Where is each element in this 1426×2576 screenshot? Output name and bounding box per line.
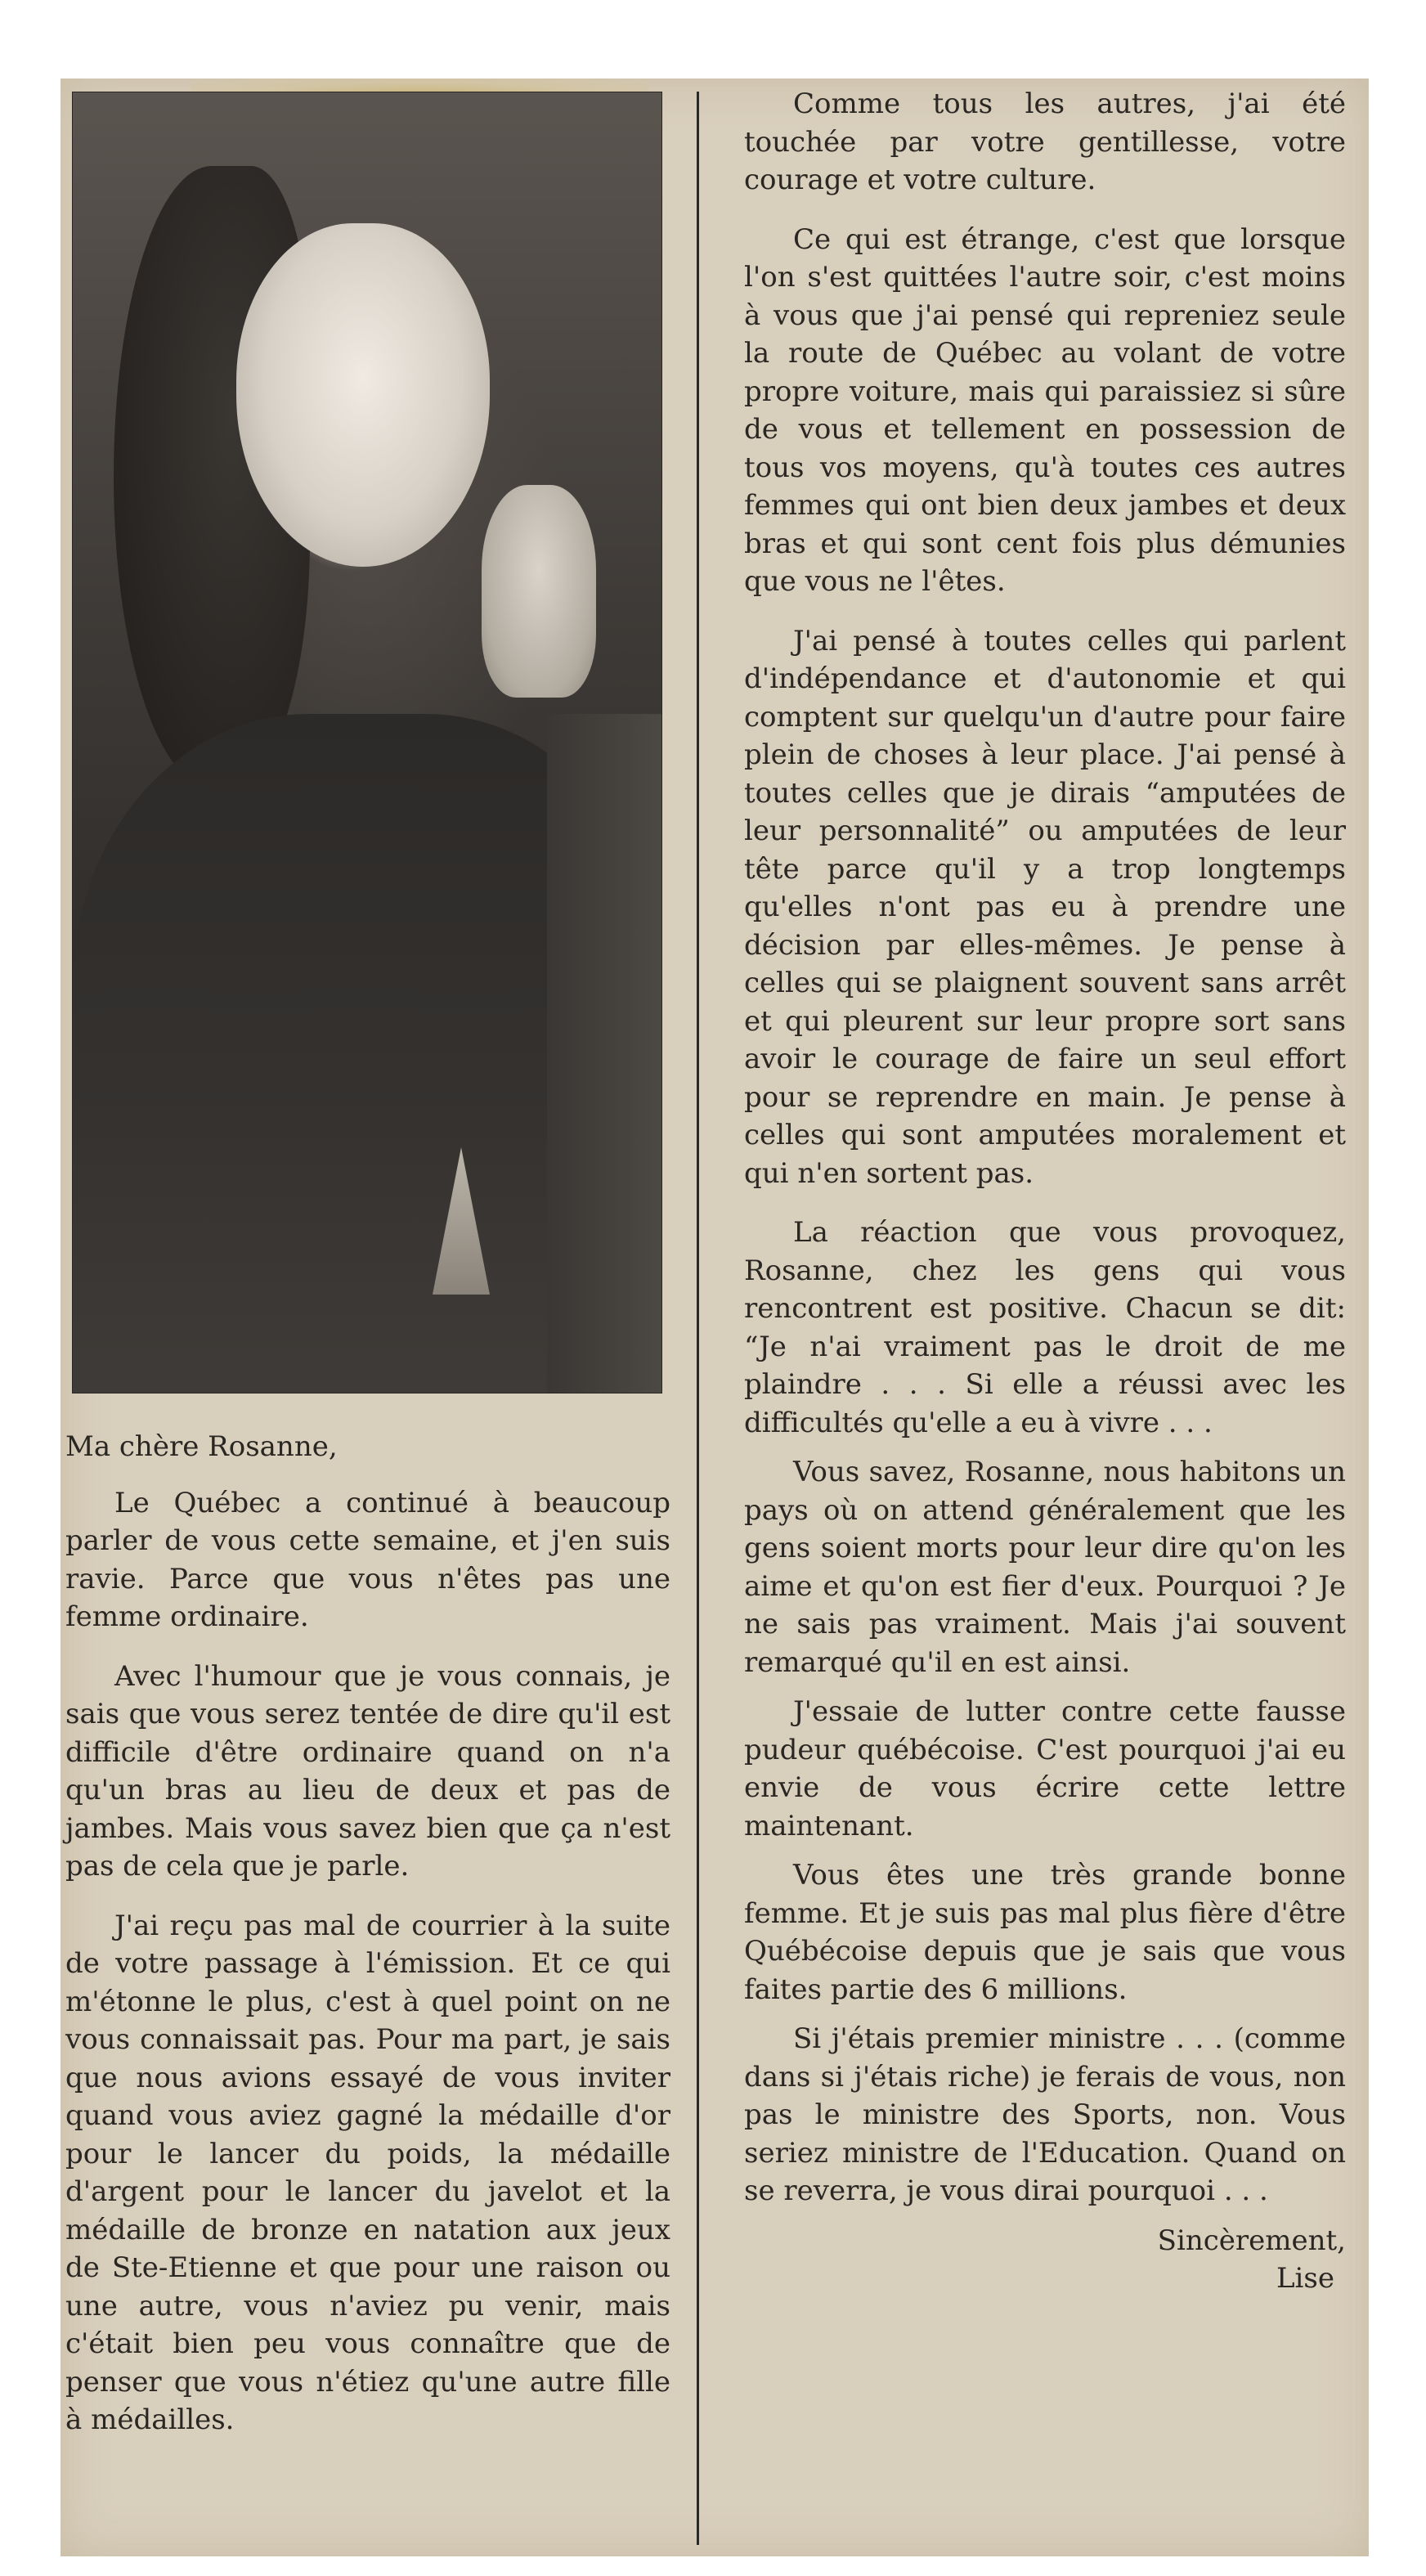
paragraph: La réaction que vous provoquez, Rosanne, chez les gens qui vous rencontrent est positive. Chacun se dit: “Je n'ai vraiment pas le droit de me plaindre . . . Si elle a réussi avec les difficultés qu'elle a eu à vivre . . . (744, 1216, 1346, 1439)
paragraph: Comme tous les autres, j'ai été touchée par votre gentillesse, votre courage et votre culture. (744, 88, 1346, 196)
photo-face (236, 223, 490, 567)
photo-sleeve (547, 714, 661, 1393)
paragraph: Avec l'humour que je vous connais, je sais que vous serez tentée de dire qu'il est difficile d'être ordinaire quand on n'a qu'un bras au lieu de deux et pas de jambes. Mais vous savez bien que ça n'est pas de cela que je parle. (65, 1659, 670, 1883)
paragraph: Si j'étais premier ministre . . . (comme dans si j'étais riche) je ferais de vous, non pas le ministre des Sports, non. Vous seriez ministre de l'Education. Quand on se reverra, je vous dirai pourquoi . . . (744, 2022, 1346, 2207)
salutation: Ma chère Rosanne, (65, 1430, 338, 1463)
paragraph: Ce qui est étrange, c'est que lorsque l'on s'est quittées l'autre soir, c'est moins à vous que j'ai pensé qui repreniez seule la route de Québec au volant de votre propre voiture, mais qui paraissiez si sûre de vous et tellement en possession de tous vos moyens, qu'à toutes ces autres femmes qui ont bien deux jambes et deux bras et qui sont cent fois plus démunies que vous ne l'êtes. (744, 222, 1346, 598)
paragraph: J'essaie de lutter contre cette fausse pudeur québécoise. C'est pourquoi j'ai eu envie de vous écrire cette lettre maintenant. (744, 1695, 1346, 1842)
newspaper-clipping (61, 79, 1369, 2556)
letter-right-column (744, 85, 1346, 2298)
portrait-photo (72, 92, 662, 1393)
closing: Sincèrement, (1157, 2224, 1346, 2257)
paragraph: Le Québec a continué à beaucoup parler de vous cette semaine, et j'en suis ravie. Parce que vous n'êtes pas une femme ordinaire. (65, 1486, 670, 1633)
column-divider (697, 92, 699, 2545)
paragraph: J'ai pensé à toutes celles qui parlent d'indépendance et d'autonomie et qui comptent sur quelqu'un d'autre pour faire plein de choses à leur place. J'ai pensé à toutes celles que je dirais “amputées de leur personnalité” ou amputées de leur tête parce qu'il y a trop longtemps qu'elles n'ont pas eu à prendre une décision par elles-mêmes. Je pense à celles qui se plaignent souvent sans arrêt et qui pleurent sur leur propre sort sans avoir le courage de faire un seul effort pour se reprendre en main. Je pense à celles qui sont amputées moralement et qui n'en sortent pas. (744, 624, 1346, 1190)
photo-hand (482, 485, 596, 698)
paragraph: Vous êtes une très grande bonne femme. Et je suis pas mal plus fière d'être Québécoise depuis que je sais que vous faites partie des 6 millions. (744, 1859, 1346, 2006)
paragraph: Vous savez, Rosanne, nous habitons un pays où on attend généralement que les gens soient morts pour leur dire qu'on les aime et qu'on est fier d'eux. Pourquoi ? Je ne sais pas vraiment. Mais j'ai souvent remarqué qu'il en est ainsi. (744, 1456, 1346, 1679)
paragraph: J'ai reçu pas mal de courrier à la suite de votre passage à l'émission. Et ce qui m'étonne le plus, c'est à quel point on ne vous connaissait pas. Pour ma part, je sais que nous avions essayé de vous inviter quand vous aviez gagné la médaille d'or pour le lancer du poids, la médaille d'argent pour le lancer du javelot et la médaille de bronze en natation aux jeux de Ste-Etienne et que pour une raison ou une autre, vous n'aviez pu venir, mais c'était bien peu vous connaître que de penser que vous n'étiez qu'une autre fille à médailles. (65, 1909, 670, 2436)
signature: Lise (1276, 2262, 1334, 2295)
letter-left-column (65, 1428, 670, 2461)
